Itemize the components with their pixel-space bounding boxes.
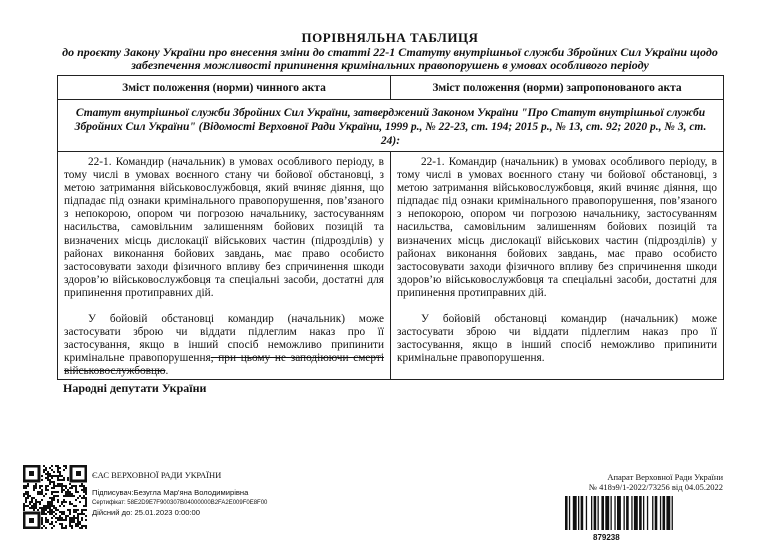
document-title: ПОРІВНЯЛЬНА ТАБЛИЦЯ — [301, 30, 479, 45]
barcode-number: 879238 — [593, 533, 620, 542]
struck-text: , при цьому не заподіюючи смерті військовослужбовцю — [64, 352, 384, 378]
statute-reference: Статут внутрішньої служби Збройних Сил України, затверджений Законом України "Про Статут внутрішньої служби Збройних Сил України" (Відомості Верховної Ради України, 1999 р., № 22-23, ст. 194; 2015 р., № 13, ст. 92; 2020 р., № 3, ст. 24): — [58, 100, 724, 152]
column-header-proposed: Зміст положення (норми) запропонованого акта — [391, 76, 724, 100]
current-paragraph-2 — [64, 313, 384, 378]
signature-certificate: Сертифікат: 58E2D9E7F900307B04000000B2FA2E009F0E8F00 — [92, 500, 268, 506]
proposed-text-cell — [391, 152, 724, 380]
signature-signer: Підписувач:Безугла Мар'яна Володимирівна — [92, 488, 249, 497]
proposed-paragraph-1: 22-1. Командир (начальник) в умовах особливого періоду, в тому числі в умовах воєнного стану чи бойової обстановці, з метою затримання військовослужбовця, який вчиняє діяння, що підпадає під ознаки кримінального правопорушення, пов’язаного з непокорою, опором чи погрозою начальнику, застосуванням насильства, самовільним залишенням бойових позицій та визначених місць дислокації військових частин (підрозділів) у районах виконання бойових завдань, має право особисто застосовувати заходи фізичного впливу без спричинення шкоди здоров’ю військовослужбовця та спеціальні засоби, достатні для припинення протиправних дій. — [397, 156, 717, 299]
digital-signature-block — [92, 470, 267, 518]
comparison-table — [57, 75, 724, 380]
barcode-icon — [565, 496, 720, 532]
stamp-reg-number: № 418э9/1-2022/73256 від 04.05.2022 — [588, 482, 723, 492]
current-paragraph-1: 22-1. Командир (начальник) в умовах особливого періоду, в тому числі в умовах воєнного стану чи бойової обстановці, з метою затримання військовослужбовця, який вчиняє діяння, що підпадає під ознаки кримінального правопорушення, пов’язаного з непокорою, опором чи погрозою начальнику, застосуванням насильства, самовільним залишенням бойових позицій та визначених місць дислокації військових частин (підрозділів) у районах виконання бойових завдань, має право особисто застосовувати заходи фізичного впливу без спричинення шкоди здоров’ю військовослужбовця та спеціальні засоби, достатні для припинення протиправних дій. — [64, 156, 384, 299]
signature-valid-until: Дійсний до: 25.01.2023 0:00:00 — [92, 508, 200, 517]
current-paragraph-2-end: . — [165, 365, 169, 378]
document-subtitle: до проєкту Закону України про внесення зміни до статті 22-1 Статуту внутрішньої служби Збройних Сил України щодо забезпечення можливості припинення кримінальних правопорушень в умовах особливого періоду — [62, 45, 718, 72]
column-header-current: Зміст положення (норми) чинного акта — [58, 76, 391, 100]
stamp-apparatus: Апарат Верховної Ради України — [607, 472, 723, 482]
registration-stamp — [553, 472, 723, 492]
current-text-cell — [58, 152, 391, 380]
signatories: Народні депутати України — [63, 381, 207, 395]
qr-code-icon — [23, 465, 87, 529]
proposed-paragraph-2: У бойовій обстановці командир (начальник) може застосувати зброю чи віддати підлеглим наказ про її застосування, якщо в інший спосіб неможливо припинити кримінальне правопорушення. — [397, 313, 717, 365]
current-paragraph-2-text: У бойовій обстановці командир (начальник) може застосувати зброю чи віддати підлеглим наказ про її застосування, якщо в інший спосіб неможливо припинити кримінальне правопорушення — [64, 313, 384, 365]
signature-system: ЄАС ВЕРХОВНОЇ РАДИ УКРАЇНИ — [92, 470, 222, 480]
